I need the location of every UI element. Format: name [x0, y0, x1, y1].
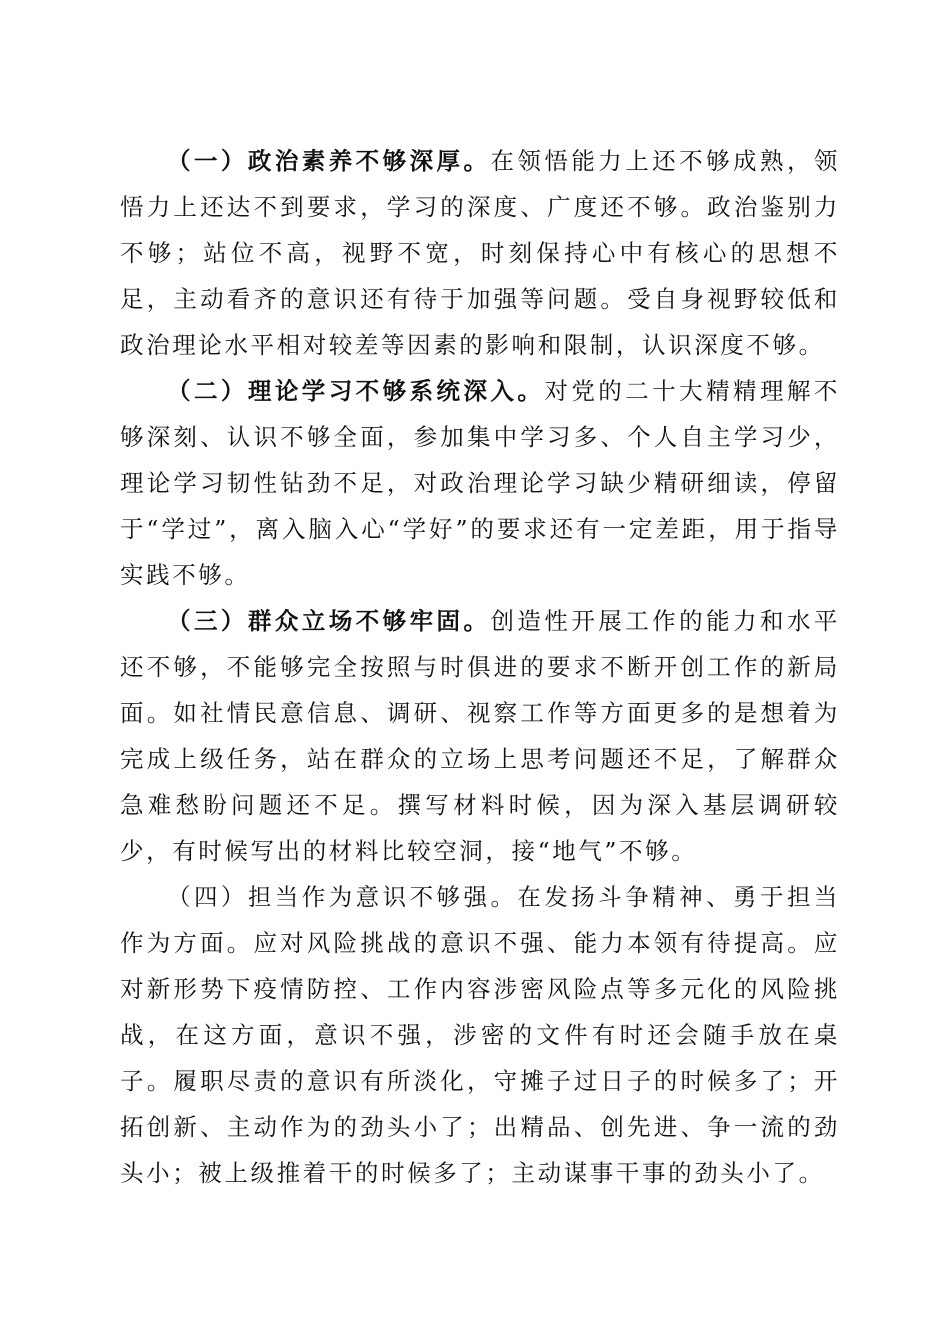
paragraph-2-heading: （二）理论学习不够系统深入。	[167, 377, 545, 405]
paragraph-3	[120, 598, 840, 874]
paragraph-3-heading: （三）群众立场不够牢固。	[167, 607, 491, 635]
document-body	[120, 138, 840, 1196]
paragraph-4	[120, 874, 840, 1196]
paragraph-1-text: 在领悟能力上还不够成熟，领悟力上还达不到要求，学习的深度、广度还不够。政治鉴别力不够；站位不高，视野不宽，时刻保持心中有核心的思想不足，主动看齐的意识还有待于加强等问题。受自身视野较低和政治理论水平相对较差等因素的影响和限制，认识深度不够。	[120, 147, 840, 359]
paragraph-4-text: （四）担当作为意识不够强。在发扬斗争精神、勇于担当作为方面。应对风险挑战的意识不强、能力本领有待提高。应对新形势下疫情防控、工作内容涉密风险点等多元化的风险挑战，在这方面，意识不强，涉密的文件有时还会随手放在桌子。履职尽责的意识有所淡化，守摊子过日子的时候多了；开拓创新、主动作为的劲头小了；出精品、创先进、争一流的劲头小；被上级推着干的时候多了；主动谋事干事的劲头小了。	[120, 883, 840, 1187]
paragraph-1-heading: （一）政治素养不够深厚。	[167, 147, 491, 175]
paragraph-2-text: 对党的二十大精精理解不够深刻、认识不够全面，参加集中学习多、个人自主学习少，理论学习韧性钻劲不足，对政治理论学习缺少精研细读，停留于“学过”，离入脑入心“学好”的要求还有一定差距，用于指导实践不够。	[120, 377, 840, 589]
paragraph-1	[120, 138, 840, 368]
paragraph-3-text: 创造性开展工作的能力和水平还不够，不能够完全按照与时俱进的要求不断开创工作的新局面。如社情民意信息、调研、视察工作等方面更多的是想着为完成上级任务，站在群众的立场上思考问题还不足，了解群众急难愁盼问题还不足。撰写材料时候，因为深入基层调研较少，有时候写出的材料比较空洞，接“地气”不够。	[120, 607, 840, 865]
paragraph-2	[120, 368, 840, 598]
